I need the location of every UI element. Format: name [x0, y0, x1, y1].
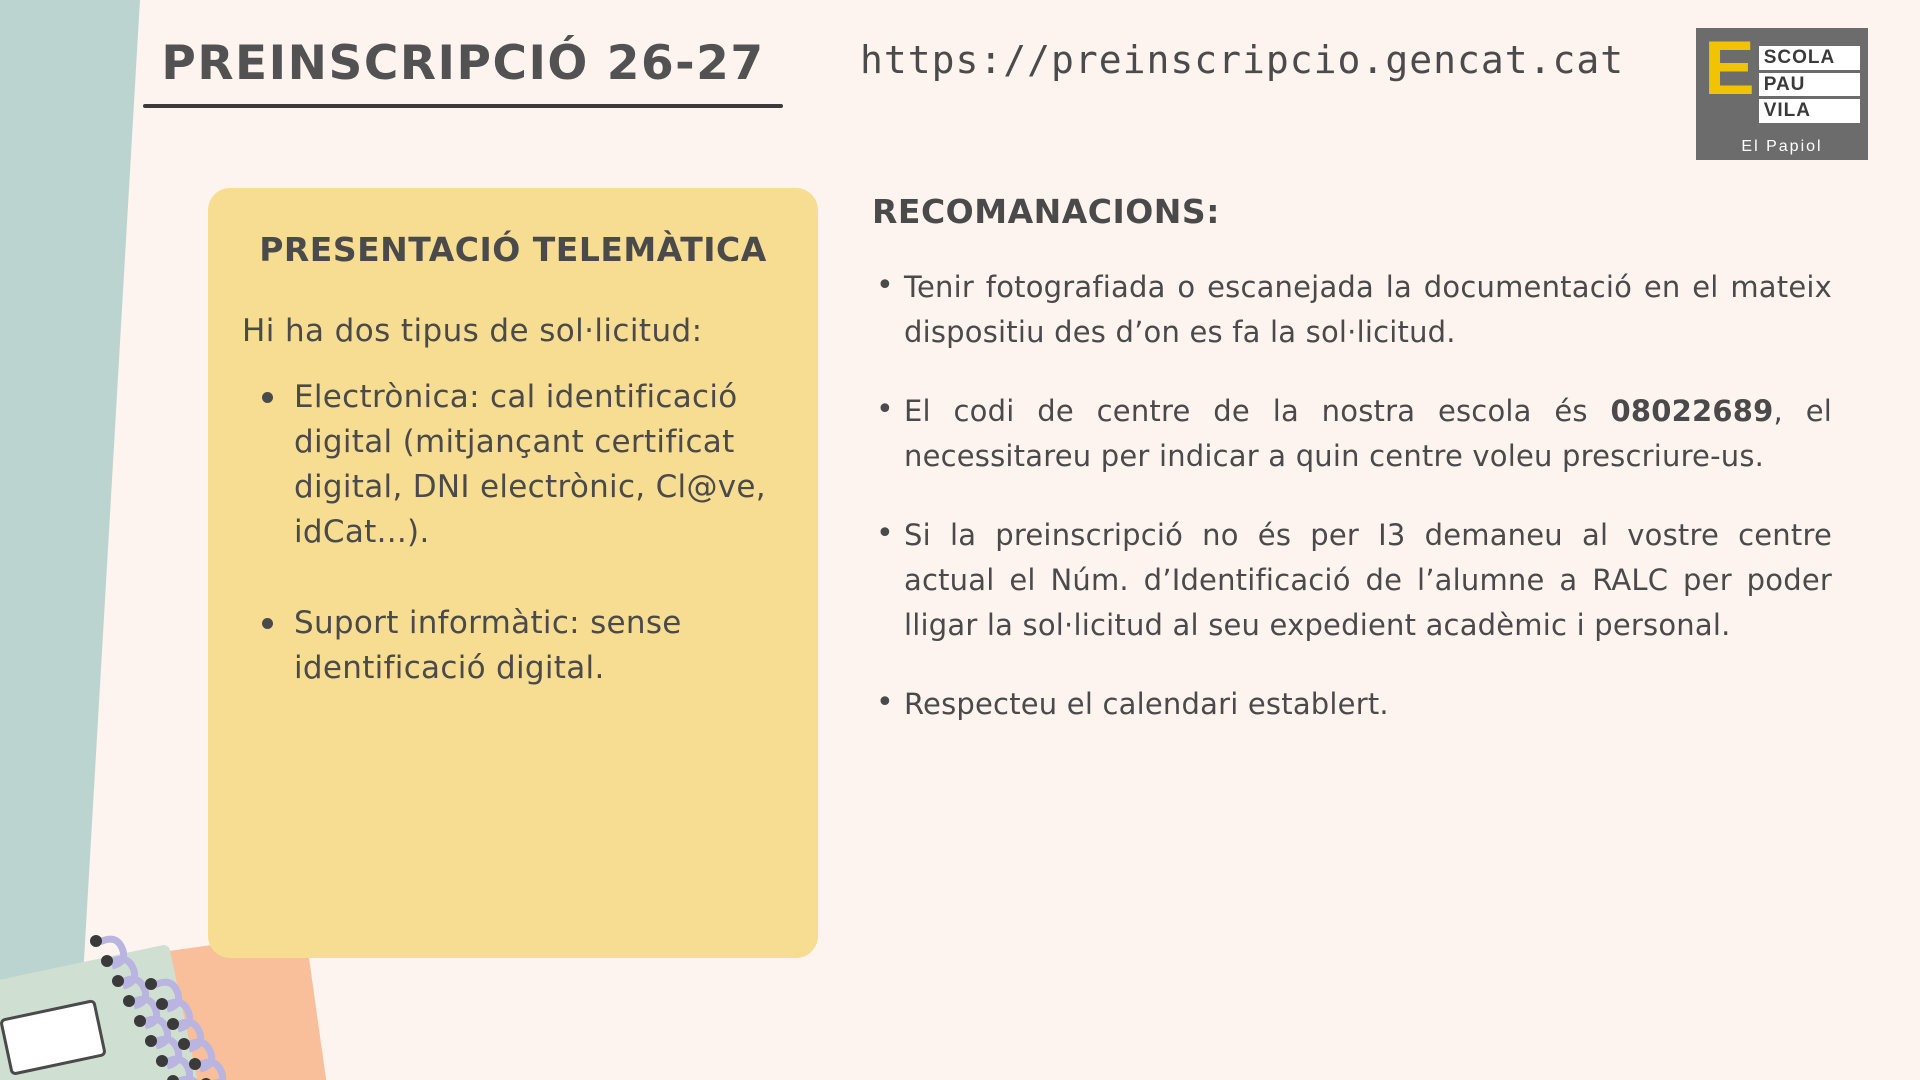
list-item: Suport informàtic: sense identificació digital. — [254, 601, 784, 691]
list-item: • Respecteu el calendari establert. — [872, 682, 1832, 727]
card-title: PRESENTACIÓ TELEMÀTICA — [259, 230, 767, 269]
recommendations-list — [872, 265, 1832, 727]
list-item: Electrònica: cal identificació digital (mitjançant certificat digital, DNI electrònic, Cl@ve, idCat...). — [254, 375, 784, 555]
logo-initial-letter: E — [1704, 26, 1755, 111]
logo-subtitle: El Papiol — [1741, 138, 1823, 155]
recommendations-section — [872, 192, 1832, 761]
logo-top-row — [1704, 26, 1860, 135]
list-item: • Tenir fotografiada o escanejada la documentació en el mateix dispositiu des d’on es fa la sol·licitud. — [872, 265, 1832, 355]
page-title: PREINSCRIPCIÓ 26-27 — [161, 36, 765, 91]
title-block — [143, 38, 783, 108]
card-bullet-list — [242, 375, 784, 691]
card-lead-text: Hi ha dos tipus de sol·licitud: — [242, 313, 703, 349]
list-item: • El codi de centre de la nostra escola és 08022689, el necessitareu per indicar a quin centre voleu prescriure-us. — [872, 389, 1832, 479]
list-item: • Si la preinscripció no és per I3 demaneu al vostre centre actual el Núm. d’Identificació de l’alumne a RALC per poder lligar la sol·licitud al seu expedient acadèmic i personal. — [872, 513, 1832, 648]
title-underline — [143, 104, 783, 108]
school-logo — [1696, 28, 1868, 160]
page-header — [0, 0, 1920, 180]
logo-word-escola: SCOLA — [1759, 46, 1860, 70]
presentacio-telematica-card — [208, 188, 818, 958]
preinscripcio-url[interactable]: https://preinscripcio.gencat.cat — [860, 38, 1625, 82]
recommendations-title: RECOMANACIONS: — [872, 192, 1220, 231]
logo-word-pau: PAU — [1759, 73, 1860, 97]
logo-word-vila: VILA — [1759, 99, 1860, 123]
logo-words — [1759, 34, 1860, 135]
